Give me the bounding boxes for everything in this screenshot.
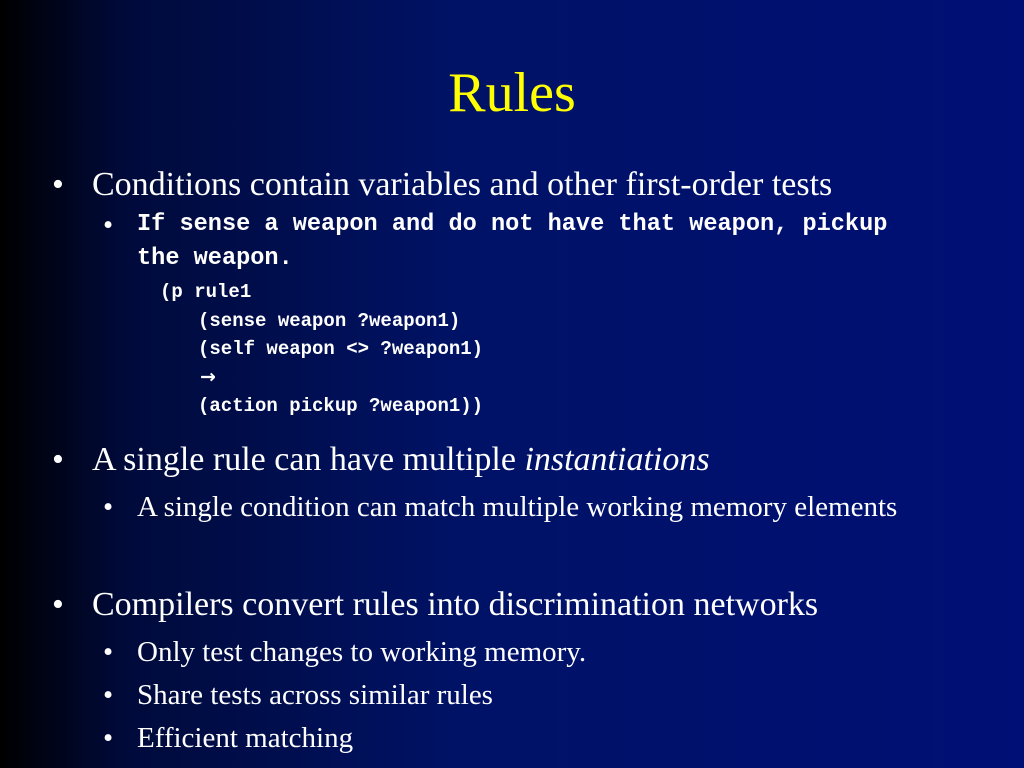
sub-bullet-text: Share tests across similar rules	[137, 679, 493, 711]
bullet-glyph: •	[103, 679, 114, 711]
sub-bullet-item	[103, 718, 353, 758]
sub-bullet-text: If sense a weapon and do not have that weapon, pickup the weapon.	[137, 211, 888, 272]
bullet-item	[52, 585, 818, 625]
sub-bullet-item	[103, 487, 937, 527]
bullet-text-emphasis: instantiations	[524, 441, 710, 478]
slide-title: Rules	[448, 62, 576, 124]
code-line: (sense weapon ?weapon1)	[198, 310, 461, 332]
bullet-glyph: •	[52, 586, 64, 623]
arrow-icon: →	[200, 366, 216, 388]
bullet-glyph: •	[103, 636, 114, 668]
code-line: (p rule1	[160, 281, 252, 303]
bullet-text: Conditions contain variables and other first-order tests	[92, 166, 833, 203]
bullet-glyph: •	[103, 209, 114, 241]
sub-bullet-text: Only test changes to working memory.	[137, 636, 587, 668]
code-line: (self weapon <> ?weapon1)	[198, 338, 484, 360]
sub-bullet-text: A single condition can match multiple working memory elements	[137, 491, 898, 523]
code-line: (action pickup ?weapon1))	[198, 395, 484, 417]
sub-bullet-item	[103, 632, 586, 672]
sub-bullet-text: Efficient matching	[137, 722, 354, 754]
bullet-glyph: •	[52, 441, 64, 478]
bullet-item	[52, 165, 832, 205]
bullet-glyph: •	[52, 166, 64, 203]
bullet-text: Compilers convert rules into discrimination networks	[92, 586, 819, 623]
sub-bullet-item	[103, 675, 493, 715]
bullet-text: A single rule can have multiple	[92, 441, 525, 478]
bullet-glyph: •	[103, 491, 114, 523]
bullet-item	[52, 440, 710, 480]
bullet-glyph: •	[103, 722, 114, 754]
